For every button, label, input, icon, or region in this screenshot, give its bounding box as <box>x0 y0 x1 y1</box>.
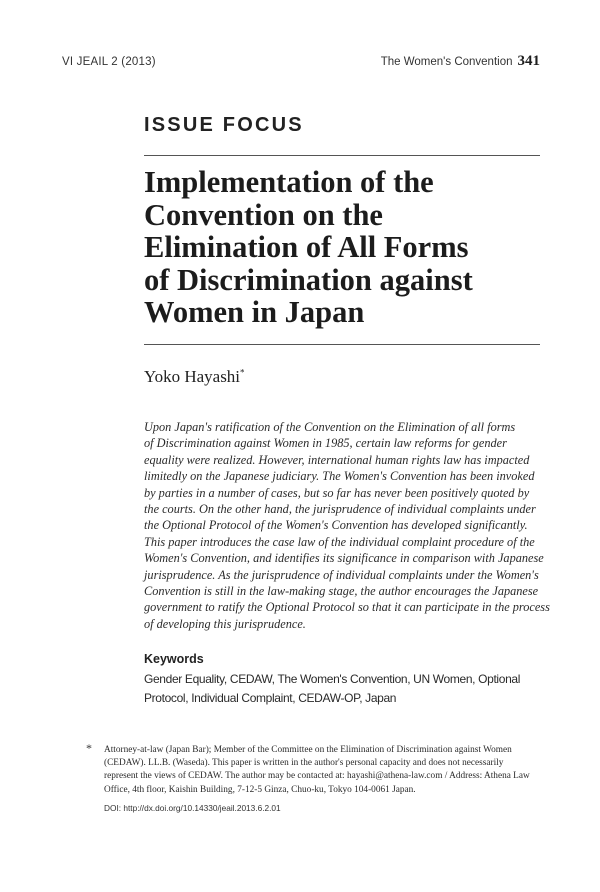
abstract-line: Women's Convention, and identifies its significance in comparison with Japanese <box>144 551 544 566</box>
keywords-list <box>144 670 544 708</box>
abstract-line: This paper introduces the case law of the individual complaint procedure of the <box>144 534 535 549</box>
running-head-left: VI JEAIL 2 (2013) <box>62 56 156 68</box>
page-number: 341 <box>517 53 540 69</box>
doi-link[interactable]: DOI: http://dx.doi.org/10.14330/jeail.2013.6.2.01 <box>104 803 281 813</box>
title-line: Convention on the <box>144 197 383 232</box>
footnote-marker: * <box>86 741 92 755</box>
footnote <box>104 744 544 797</box>
abstract <box>144 419 550 632</box>
abstract-line: limitedly on the Japanese judiciary. The Women's Convention has been invoked <box>144 469 535 484</box>
abstract-line: of developing this jurisprudence. <box>144 616 306 631</box>
footnote-line: represent the views of CEDAW. The author may be contacted at: hayashi@athena-law.com / Address: Athena Law <box>104 771 530 782</box>
abstract-line: the Optional Protocol of the Women's Convention has developed significantly. <box>144 518 528 533</box>
title-line: Women in Japan <box>144 295 365 329</box>
abstract-line: equality were realized. However, international human rights law has impacted <box>144 452 530 467</box>
section-label: ISSUE FOCUS <box>144 114 304 136</box>
title-line: Implementation of the <box>144 165 434 199</box>
running-head-right <box>381 53 540 70</box>
abstract-line: Convention is still in the law-making stage, the author encourages the Japanese <box>144 584 539 599</box>
article-title <box>144 166 544 329</box>
title-line: Elimination of All Forms <box>144 230 469 264</box>
keywords-line: Protocol, Individual Complaint, CEDAW-OP, Japan <box>144 691 397 705</box>
author-footnote-marker: * <box>240 367 245 378</box>
title-line: of Discrimination against <box>144 262 473 297</box>
author-name: Yoko Hayashi <box>144 367 241 386</box>
footnote-line: (CEDAW). LL.B. (Waseda). This paper is written in the author's personal capacity and does not necessarily <box>104 758 504 769</box>
title-rule-top <box>144 155 540 156</box>
running-head-title: The Women's Convention <box>380 56 513 68</box>
footnote-line: Attorney-at-law (Japan Bar); Member of the Committee on the Elimination of Discrimination against Women <box>104 745 512 755</box>
keywords-line: Gender Equality, CEDAW, The Women's Convention, UN Women, Optional <box>144 672 521 686</box>
title-rule-bottom <box>144 344 540 345</box>
abstract-line: Upon Japan's ratification of the Convention on the Elimination of all forms <box>144 420 516 434</box>
abstract-line: jurisprudence. As the jurisprudence of individual complaints under the Women's <box>144 567 539 582</box>
abstract-line: the courts. On the other hand, the jurisprudence of individual complaints under <box>144 502 536 517</box>
keywords-heading: Keywords <box>144 652 204 666</box>
abstract-line: government to ratify the Optional Protocol so that it can participate in the process <box>144 600 550 615</box>
footnote-line: Office, 4th floor, Kaishin Building, 7-12-5 Ginza, Chuo-ku, Tokyo 104-0061 Japan. <box>104 784 416 795</box>
author-byline <box>144 367 245 387</box>
abstract-line: of Discrimination against Women in 1985, certain law reforms for gender <box>144 436 507 451</box>
abstract-line: by parties in a number of cases, but so far has never been positively quoted by <box>144 485 530 500</box>
